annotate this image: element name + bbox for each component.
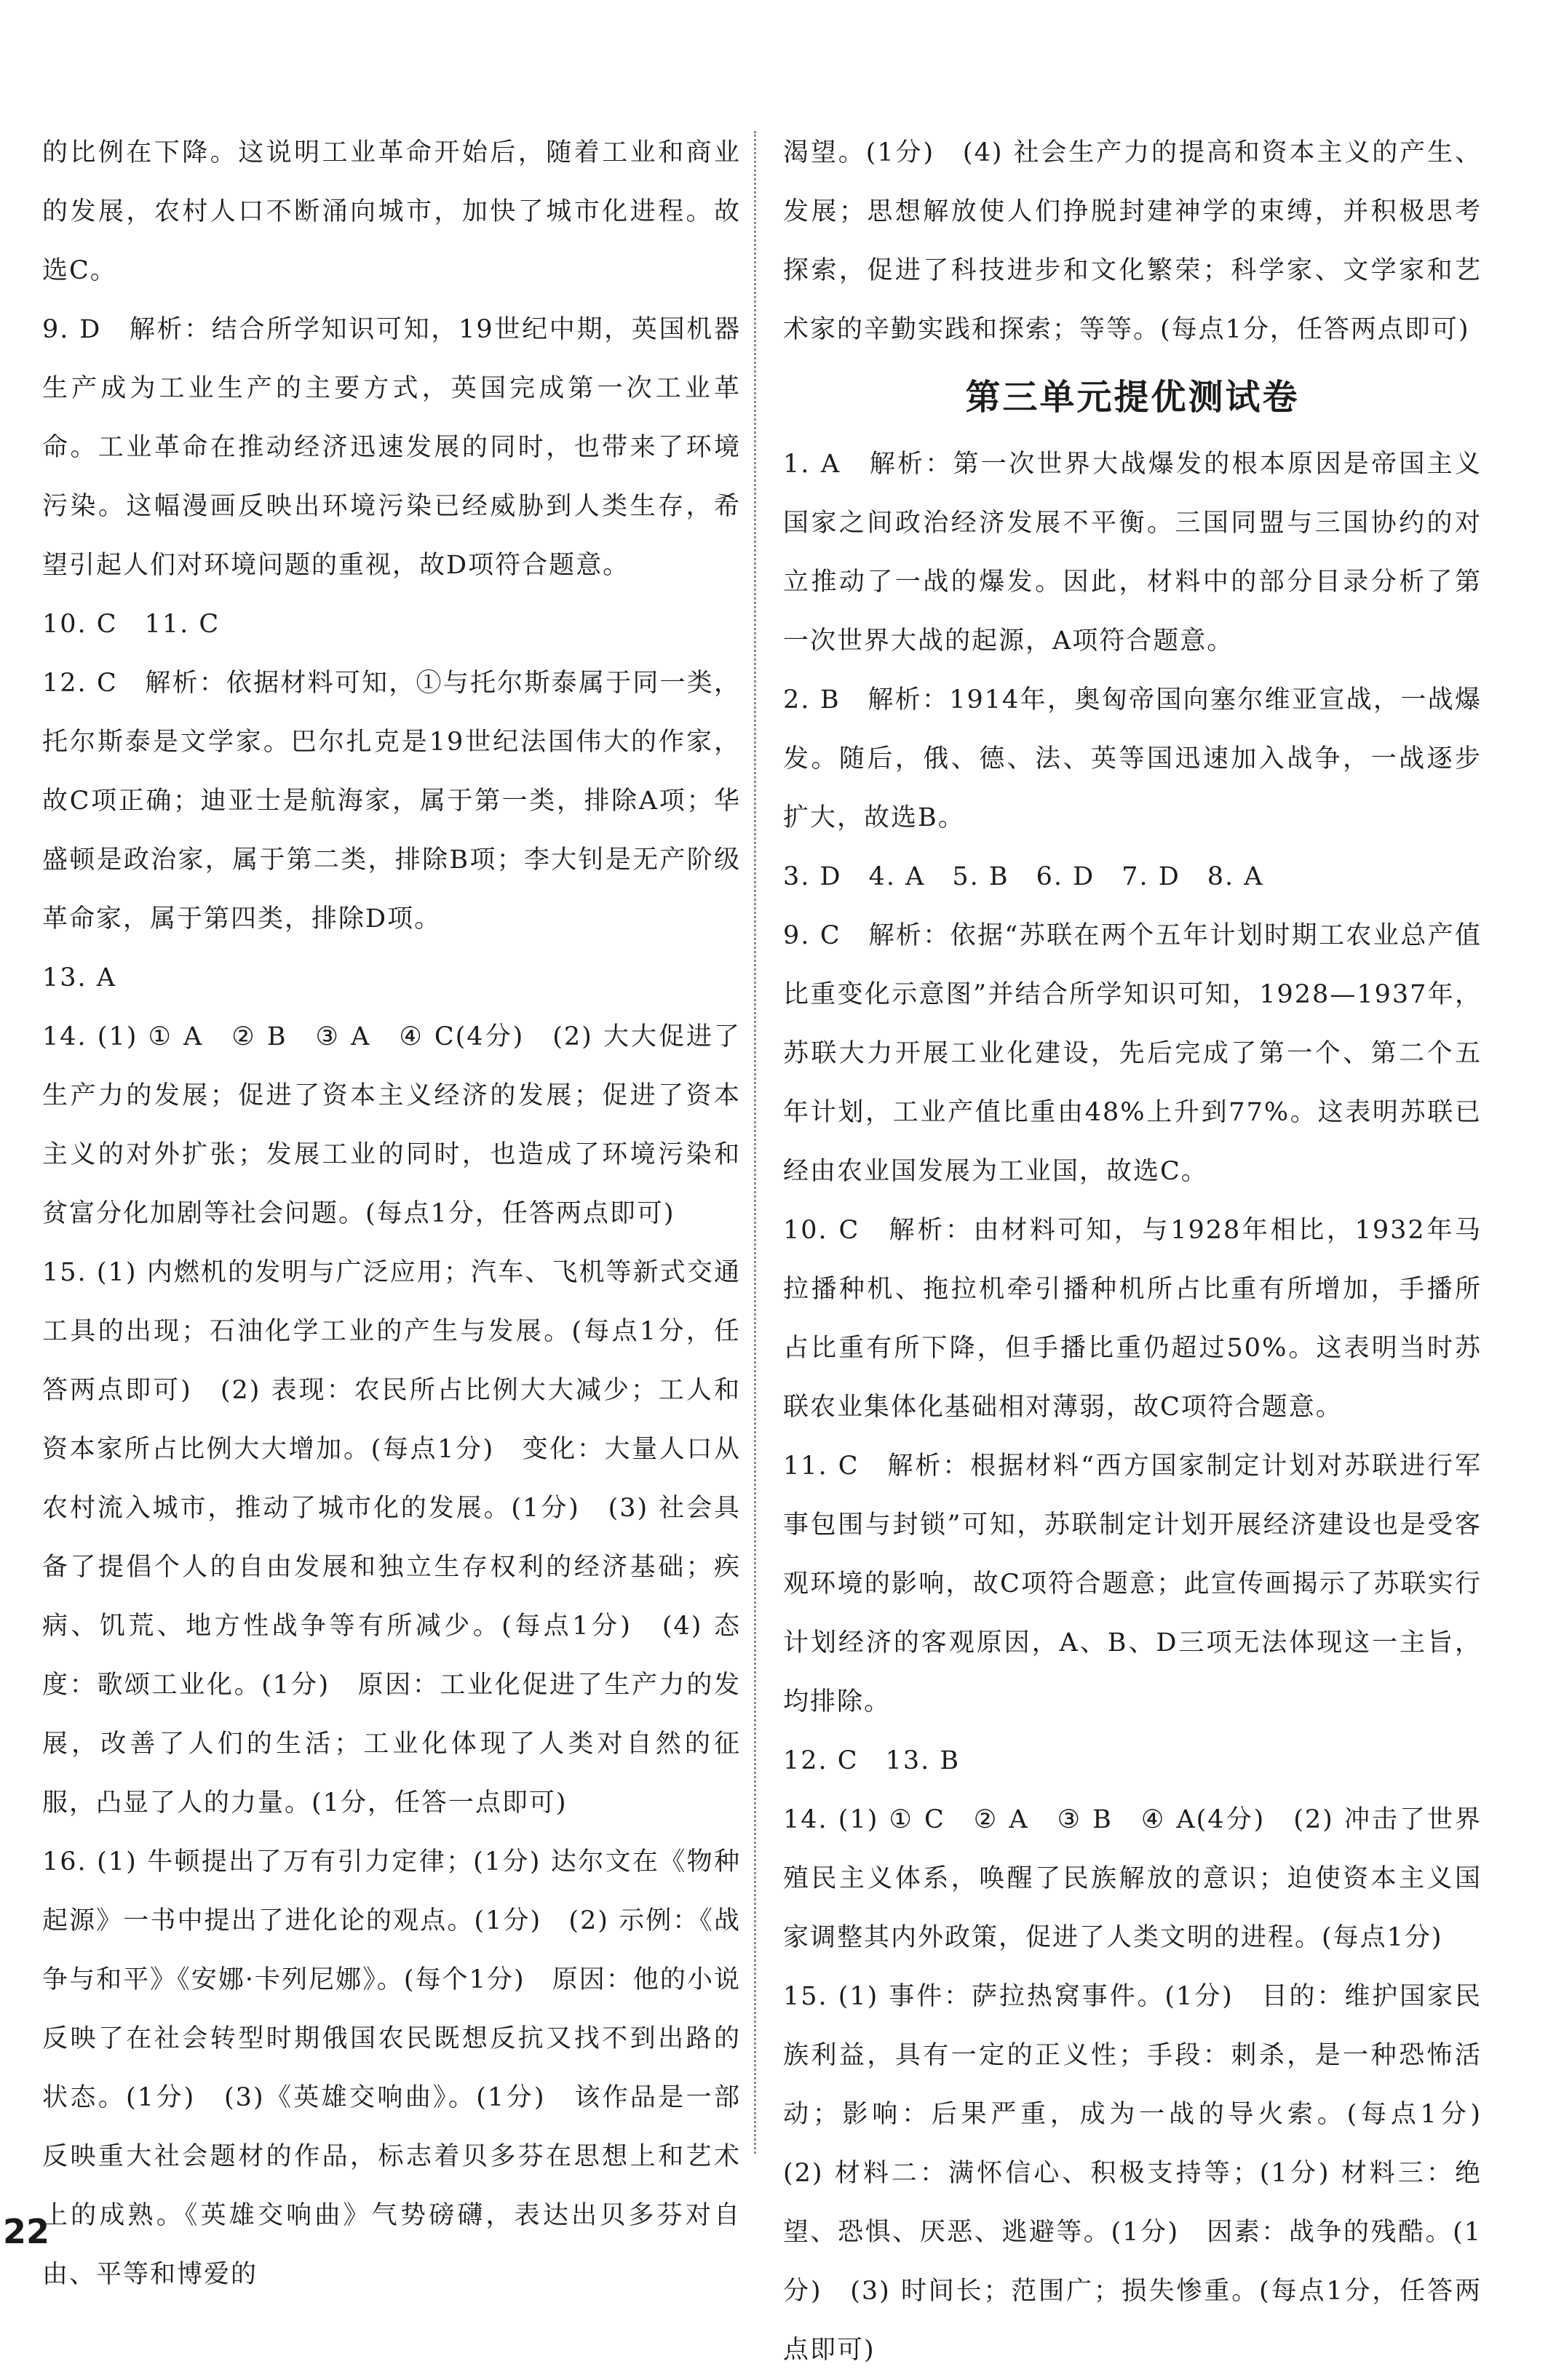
answer-paragraph: 2. B 解析：1914年，奥匈帝国向塞尔维亚宣战，一战爆发。随后，俄、德、法、英等国迅速加入战争，一战逐步扩大，故选B。 (783, 685, 1482, 832)
answer-paragraph: 的比例在下降。这说明工业革命开始后，随着工业和商业的发展，农村人口不断涌向城市，加快了城市化进程。故选C。 (42, 138, 741, 285)
answer-paragraph: 14. (1) ① A ② B ③ A ④ C(4分) (2) 大大促进了生产力的发展；促进了资本主义经济的发展；促进了资本主义的对外扩张；发展工业的同时，也造成了环境污染和贫富分化加剧等社会问题。(每点1分，任答两点即可) (42, 1022, 741, 1228)
right-column (783, 124, 1509, 2380)
answer-paragraph: 12. C 解析：依据材料可知，①与托尔斯泰属于同一类，托尔斯泰是文学家。巴尔扎克是19世纪法国伟大的作家，故C项正确；迪亚士是航海家，属于第一类，排除A项；华盛顿是政治家，属于第二类，排除B项；李大钊是无产阶级革命家，属于第四类，排除D项。 (42, 669, 741, 934)
answer-paragraph: 15. (1) 内燃机的发明与广泛应用；汽车、飞机等新式交通工具的出现；石油化学工业的产生与发展。(每点1分，任答两点即可) (2) 表现：农民所占比例大大减少；工人和资本家所占比例大大增加。(每点1分) 变化：大量人口从农村流入城市，推动了城市化的发展。(1分) (3) 社会具备了提倡个人的自由发展和独立生存权利的经济基础；疾病、饥荒、地方性战争等有所减少。(每点1分) (4) 态度：歌颂工业化。(1分) 原因：工业化促进了生产力的发展，改善了人们的生活；工业化体现了人类对自然的征服，凸显了人的力量。(1分，任答一点即可) (42, 1258, 741, 1818)
answer-paragraph: 11. C 解析：根据材料“西方国家制定计划对苏联进行军事包围与封锁”可知，苏联制定计划开展经济建设也是受客观环境的影响，故C项符合题意；此宣传画揭示了苏联实行计划经济的客观原因，A、B、D三项无法体现这一主旨，均排除。 (783, 1452, 1482, 1716)
column-divider (754, 131, 756, 2154)
answer-paragraph: 3. D 4. A 5. B 6. D 7. D 8. A (783, 862, 1264, 891)
section-title: 第三单元提优测试卷 (965, 377, 1300, 418)
answer-paragraph: 15. (1) 事件：萨拉热窝事件。(1分) 目的：维护国家民族利益，具有一定的正义性；手段：刺杀，是一种恐怖活动；影响：后果严重，成为一战的导火索。(每点1分) (2) 材料二：满怀信心、积极支持等；(1分) 材料三：绝望、恐惧、厌恶、逃避等。(1分) 因素：战争的残酷。(1分) (3) 时间长；范围广；损失惨重。(每点1分，任答两点即可) (783, 1982, 1509, 2365)
answer-paragraph: 13. A (42, 963, 117, 992)
left-column (42, 124, 741, 2304)
page-number: 22 (3, 2212, 50, 2251)
answer-paragraph: 渴望。(1分) (4) 社会生产力的提高和资本主义的产生、发展；思想解放使人们挣脱封建神学的束缚，并积极思考探索，促进了科技进步和文化繁荣；科学家、文学家和艺术家的辛勤实践和探索；等等。(每点1分，任答两点即可) (783, 138, 1482, 344)
answer-paragraph: 10. C 11. C (42, 610, 221, 639)
answer-paragraph: 16. (1) 牛顿提出了万有引力定律；(1分) 达尔文在《物种起源》一书中提出了进化论的观点。(1分) (2) 示例：《战争与和平》《安娜·卡列尼娜》。(每个1分) 原因：他的小说反映了在社会转型时期俄国农民既想反抗又找不到出路的状态。(1分) (3)《英雄交响曲》。(1分) 该作品是一部反映重大社会题材的作品，标志着贝多芬在思想上和艺术上的成熟。《英雄交响曲》气势磅礴，表达出贝多芬对自由、平等和博爱的 (42, 1847, 741, 2289)
answer-paragraph: 1. A 解析：第一次世界大战爆发的根本原因是帝国主义国家之间政治经济发展不平衡。三国同盟与三国协约的对立推动了一战的爆发。因此，材料中的部分目录分析了第一次世界大战的起源，A项符合题意。 (783, 450, 1482, 656)
answer-paragraph: 10. C 解析：由材料可知，与1928年相比，1932年马拉播种机、拖拉机牵引播种机所占比重有所增加，手播所占比重有所下降，但手播比重仍超过50%。这表明当时苏联农业集体化基础相对薄弱，故C项符合题意。 (783, 1216, 1482, 1422)
answer-paragraph: 14. (1) ① C ② A ③ B ④ A(4分) (2) 冲击了世界殖民主义体系，唤醒了民族解放的意识；迫使资本主义国家调整其内外政策，促进了人类文明的进程。(每点1分) (783, 1805, 1482, 1952)
answer-paragraph: 9. D 解析：结合所学知识可知，19世纪中期，英国机器生产成为工业生产的主要方式，英国完成第一次工业革命。工业革命在推动经济迅速发展的同时，也带来了环境污染。这幅漫画反映出环境污染已经威胁到人类生存，希望引起人们对环境问题的重视，故D项符合题意。 (42, 315, 741, 580)
answer-paragraph: 9. C 解析：依据“苏联在两个五年计划时期工农业总产值比重变化示意图”并结合所学知识可知，1928—1937年，苏联大力开展工业化建设，先后完成了第一个、第二个五年计划，工业产值比重由48%上升到77%。这表明苏联已经由农业国发展为工业国，故选C。 (783, 921, 1482, 1186)
answer-paragraph: 12. C 13. B (783, 1746, 961, 1775)
